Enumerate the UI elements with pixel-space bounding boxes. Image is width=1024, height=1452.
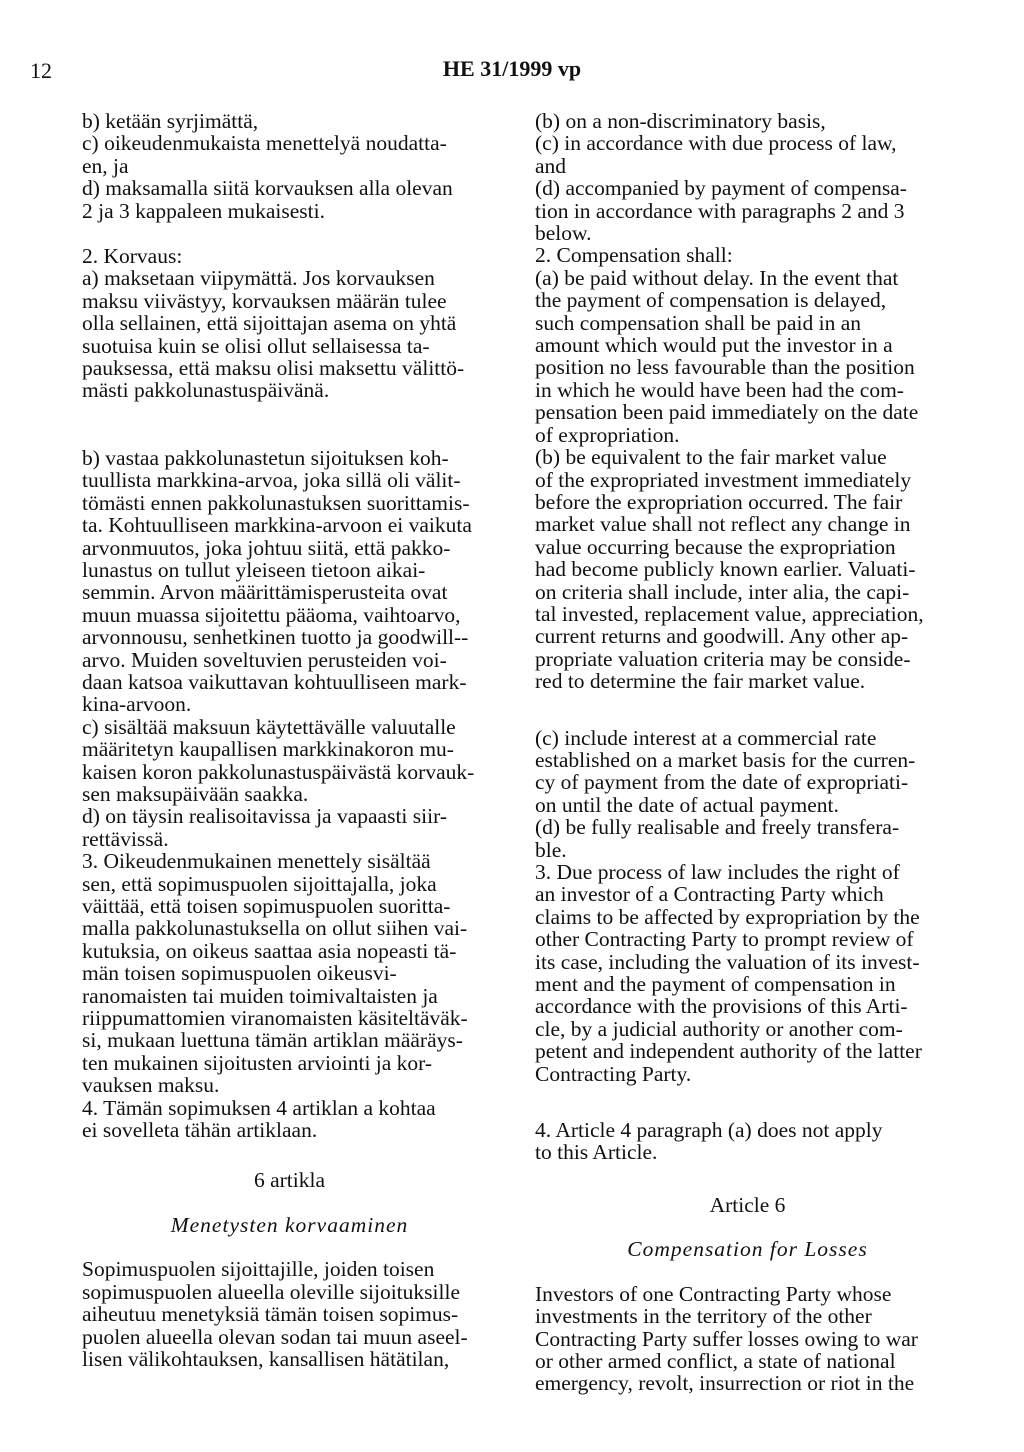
text-line: (c) in accordance with due process of law, — [535, 131, 897, 156]
document-id: HE 31/1999 vp — [442, 56, 582, 81]
text-line: b) ketään syrjimättä, — [82, 109, 259, 133]
text-line: of the expropriated investment immediately — [535, 467, 912, 492]
text-line: 3. Due process of law includes the right of — [535, 860, 900, 884]
text-line: 4. Tämän sopimuksen 4 artiklan a kohtaa — [82, 1095, 436, 1120]
text-line: 4. Article 4 paragraph (a) does not apply — [535, 1118, 883, 1143]
text-line: amount which would put the investor in a — [535, 333, 893, 358]
text-line: maksu viivästyy, korvauksen määrän tulee — [82, 288, 447, 313]
text-line: d) maksamalla siitä korvauksen alla olevan — [82, 176, 453, 201]
text-line: on criteria shall include, inter alia, the capi- — [535, 579, 910, 604]
text-line: an investor of a Contracting Party which — [535, 882, 884, 907]
text-line: Sopimuspuolen sijoittajille, joiden toisen — [82, 1257, 435, 1282]
text-line: suotuisa kuin se olisi ollut sellaisessa ta- — [82, 333, 430, 358]
text-line: on until the date of actual payment. — [535, 792, 839, 817]
text-line: 3. Oikeudenmukainen menettely sisältää — [82, 849, 431, 874]
text-line: or other armed conflict, a state of national — [535, 1348, 896, 1373]
text-line: si, mukaan luettuna tämän artiklan määräys- — [82, 1028, 463, 1053]
english-article-heading: Article 6 — [709, 1192, 786, 1217]
text-line: ten mukainen sijoitusten arviointi ja kor- — [82, 1050, 433, 1075]
text-line: such compensation shall be paid in an — [535, 310, 862, 335]
text-line: and — [535, 153, 567, 178]
english-block-b — [535, 727, 960, 1086]
text-line: ta. Kohtuulliseen markkina-arvoon ei vaikuta — [82, 513, 472, 538]
text-line: sen maksupäivään saakka. — [82, 781, 309, 806]
text-line: lisen välikohtauksen, kansallisen hätätilan, — [82, 1346, 450, 1371]
text-line: had become publicly known earlier. Valuati- — [535, 557, 916, 582]
finnish-block-c — [82, 447, 497, 1142]
text-line: pensation been paid immediately on the date — [535, 400, 919, 425]
english-column — [535, 110, 960, 1395]
text-line: vauksen maksu. — [82, 1073, 220, 1098]
english-block-a — [535, 110, 960, 693]
text-line: arvo. Muiden soveltuvien perusteiden voi- — [82, 647, 447, 672]
text-line: 2 ja 3 kappaleen mukaisesti. — [82, 198, 325, 223]
text-line: before the expropriation occurred. The fair — [535, 489, 903, 514]
text-line: arvonnousu, senhetkinen tuotto ja goodwill-- — [82, 625, 469, 650]
text-line: arvonmuutos, joka johtuu siitä, että pakko- — [82, 535, 451, 560]
text-line: current returns and goodwill. Any other ap- — [535, 624, 909, 649]
text-line: c) oikeudenmukaista menettelyä noudatta- — [82, 131, 447, 156]
text-line: kina-arvoon. — [82, 692, 192, 717]
text-line: ment and the payment of compensation in — [535, 972, 896, 997]
page-number: 12 — [30, 58, 52, 83]
text-line: claims to be affected by expropriation by the — [535, 904, 920, 929]
text-line: (c) include interest at a commercial rate — [535, 725, 877, 750]
text-line: other Contracting Party to prompt review of — [535, 927, 914, 952]
text-line: pauksessa, että maksu olisi maksettu välittö- — [82, 356, 465, 381]
text-line: puolen alueella olevan sodan tai muun aseel- — [82, 1324, 468, 1349]
text-line: tion in accordance with paragraphs 2 and 3 — [535, 198, 905, 223]
english-block-d — [535, 1283, 960, 1395]
text-line: (a) be paid without delay. In the event that — [535, 265, 899, 290]
text-line: 2. Korvaus: — [82, 244, 183, 269]
text-line: semmin. Arvon määrittämisperusteita ovat — [82, 580, 448, 605]
text-line: b) vastaa pakkolunastetun sijoituksen koh- — [82, 445, 449, 470]
text-line: ble. — [535, 837, 567, 862]
text-line: investments in the territory of the other — [535, 1304, 872, 1329]
text-line: kaisen koron pakkolunastuspäivästä korvauk- — [82, 759, 475, 784]
text-line: sen, että sopimuspuolen sijoittajalla, joka — [82, 871, 437, 896]
text-line: the payment of compensation is delayed, — [535, 288, 887, 313]
finnish-block-a — [82, 110, 497, 222]
text-line: emergency, revolt, insurrection or riot in the — [535, 1371, 915, 1396]
text-line: below. — [535, 221, 592, 246]
text-line: sopimuspuolen alueella oleville sijoituksille — [82, 1279, 460, 1304]
text-line: muun muassa sijoitettu pääoma, vaihtoarvo, — [82, 602, 461, 627]
text-line: aiheutuu menetyksiä tämän toisen sopimus- — [82, 1302, 459, 1327]
text-line: of expropriation. — [535, 422, 680, 447]
text-line: kutuksia, on oikeus saattaa asia nopeasti tä- — [82, 938, 457, 963]
text-line: value occurring because the expropriation — [535, 534, 896, 559]
text-line: tal invested, replacement value, appreciation, — [535, 601, 924, 626]
text-line: c) sisältää maksuun käytettävälle valuutalle — [82, 714, 456, 739]
finnish-article-heading: 6 artikla — [253, 1168, 326, 1193]
text-line: riippumattomien viranomaisten käsiteltäväk- — [82, 1006, 468, 1031]
text-line: olla sellainen, että sijoittajan asema on yhtä — [82, 311, 457, 336]
text-line: Contracting Party suffer losses owing to war — [535, 1326, 918, 1351]
text-line: määritetyn kaupallisen markkinakoron mu- — [82, 737, 454, 762]
text-line: established on a market basis for the curren- — [535, 747, 916, 772]
text-line: en, ja — [82, 153, 129, 178]
text-line: to this Article. — [535, 1140, 658, 1165]
text-line: accordance with the provisions of this Arti- — [535, 994, 908, 1019]
text-line: cy of payment from the date of expropriati- — [535, 770, 909, 795]
text-line: Contracting Party. — [535, 1061, 692, 1086]
finnish-column — [82, 110, 497, 1370]
text-line: cle, by a judicial authority or another com- — [535, 1016, 903, 1041]
english-article-title: Compensation for Losses — [627, 1237, 868, 1262]
text-line: d) on täysin realisoitavissa ja vapaasti siir- — [82, 804, 447, 829]
finnish-article-title: Menetysten korvaaminen — [170, 1212, 409, 1237]
finnish-block-d — [82, 1258, 497, 1370]
text-line: mästi pakkolunastuspäivänä. — [82, 378, 330, 403]
text-line: (d) be fully realisable and freely transfera- — [535, 815, 900, 840]
text-line: rettävissä. — [82, 826, 169, 851]
text-line: Investors of one Contracting Party whose — [535, 1281, 892, 1306]
text-line: tuullista markkina-arvoa, joka sillä oli välit- — [82, 468, 461, 493]
text-line: a) maksetaan viipymättä. Jos korvauksen — [82, 266, 435, 291]
text-line: (b) on a non-discriminatory basis, — [535, 109, 826, 133]
text-line: 2. Compensation shall: — [535, 243, 733, 268]
finnish-block-b — [82, 245, 497, 402]
text-line: män toisen sopimuspuolen oikeusvi- — [82, 961, 397, 986]
text-line: ei sovelleta tähän artiklaan. — [82, 1118, 318, 1143]
text-line: lunastus on tullut yleiseen tietoon aikai- — [82, 557, 426, 582]
text-line: ranomaisten tai muiden toimivaltaisten ja — [82, 983, 438, 1008]
text-line: malla pakkolunastuksella on ollut siihen vai- — [82, 916, 468, 941]
english-block-c — [535, 1119, 960, 1164]
text-line: position no less favourable than the position — [535, 355, 915, 380]
text-line: tömästi ennen pakkolunastuksen suorittamis- — [82, 490, 470, 515]
text-line: propriate valuation criteria may be conside- — [535, 646, 911, 671]
text-line: market value shall not reflect any change in — [535, 512, 911, 537]
text-line: red to determine the fair market value. — [535, 669, 866, 694]
text-line: väittää, että toisen sopimuspuolen suoritta- — [82, 894, 451, 918]
text-line: its case, including the valuation of its invest- — [535, 949, 920, 974]
text-line: (d) accompanied by payment of compensa- — [535, 176, 907, 201]
text-line: (b) be equivalent to the fair market value — [535, 445, 887, 470]
text-line: daan katsoa vaikuttavan kohtuulliseen mark- — [82, 669, 467, 694]
text-line: in which he would have been had the com- — [535, 377, 904, 402]
text-line: petent and independent authority of the latter — [535, 1039, 922, 1064]
